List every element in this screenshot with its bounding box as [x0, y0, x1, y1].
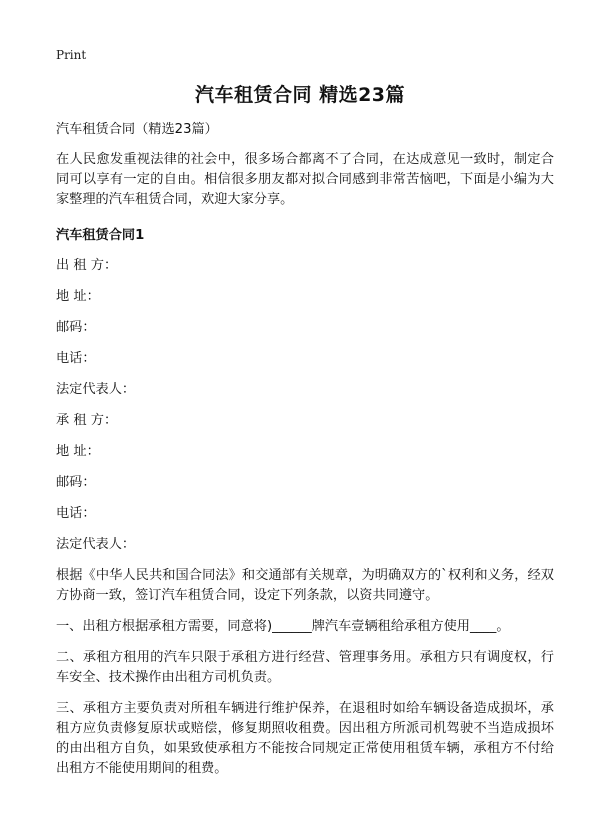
lessor-legal-rep-label: 法定代表人：	[56, 382, 136, 397]
document-title: 汽车租赁合同 精选23篇	[194, 84, 406, 106]
lessor-phone-label: 电话：	[56, 351, 96, 366]
document-subtitle: 汽车租赁合同（精选23篇）	[56, 122, 218, 137]
lessee-phone-label: 电话：	[56, 506, 96, 521]
lessee-legal-rep-label: 法定代表人：	[56, 537, 136, 552]
lessee-address-label: 地 址：	[56, 444, 100, 459]
section-heading: 汽车租赁合同1	[56, 228, 145, 243]
clause-3: 三、承租方主要负责对所租车辆进行维护保养，在退租时如给车辆设备造成损坏，承租方应负责修复原状或赔偿，修复期照收租费。因出租方所派司机驾驶不当造成损坏的由出租方自负，如果致使承租方不能按合同规定正常使用租赁车辆，承租方不付给出租方不能使用期间的租费。	[56, 701, 554, 776]
intro-paragraph: 在人民愈发重视法律的社会中，很多场合都离不了合同，在达成意见一致时，制定合同可以享有一定的自由。相信很多朋友都对拟合同感到非常苦恼吧，下面是小编为大家整理的汽车租赁合同，欢迎大家分享。	[56, 152, 554, 207]
lessee-postcode-label: 邮码：	[56, 475, 96, 490]
document-body	[56, 120, 554, 790]
lessor-label: 出 租 方：	[56, 258, 118, 273]
preamble-paragraph: 根据《中华人民共和国合同法》和交通部有关规章，为明确双方的`权利和义务，经双方协商一致，签订汽车租赁合同，设定下列条款，以资共同遵守。	[56, 568, 554, 603]
lessor-address-label: 地 址：	[56, 289, 100, 304]
print-label: Print	[56, 48, 87, 62]
clause-1: 一、出租方根据承租方需要，同意将)______牌汽车壹辆租给承租方使用____。	[56, 619, 510, 634]
lessee-label: 承 租 方：	[56, 413, 118, 428]
lessor-postcode-label: 邮码：	[56, 320, 96, 335]
clause-2: 二、承租方租用的汽车只限于承租方进行经营、管理事务用。承租方只有调度权，行车安全、技术操作由出租方司机负责。	[56, 650, 554, 685]
